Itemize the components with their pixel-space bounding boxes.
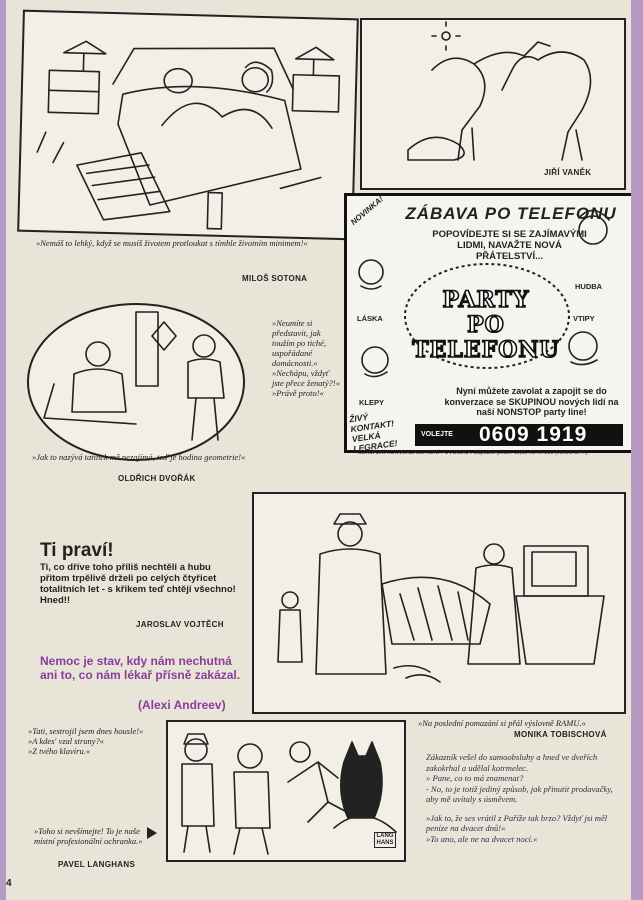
tipravi-text: Ti, co dříve toho příliš nechtěli a hubu přitom trpělivě drželi po celých čtyřicet totalitních let - s křikem teď chtějí všechno! Hned!! [40, 562, 236, 606]
dialogue-line-2: »Nechápu, vždyť jste přece ženatý?!« [272, 368, 340, 388]
dialogue-line-1: »Neumíte si představit, jak toužím po tiché, uspořádané domácnosti.« [272, 318, 327, 368]
ad-body-text: Nyní můžete zavolat a zapojit se do konverzace se SKUPINOU nových lidí na naší NONSTOP party line! [444, 386, 619, 417]
pointer-triangle-icon [146, 826, 158, 840]
cartoon-geometry-dialogue [272, 318, 342, 398]
bedroom-drawing [19, 12, 357, 239]
ad-headline: ZÁBAVA PO TELEFONU [405, 204, 617, 223]
dialogue-line-3: »Z tvého klavíru.« [28, 746, 91, 756]
ad-label-vtipy: VTIPY [573, 314, 595, 323]
thugs-signature: LANG HANS [374, 832, 396, 848]
cartoon-bedroom [17, 10, 359, 241]
cartoon-thugs-caption: »Toho si nevšímejte! To je naše místní profesionální ochranka.« [34, 826, 143, 846]
jokes-column [426, 752, 622, 844]
dialogue-line-1: »Tati, sestrojil jsem dnes housle!« [28, 726, 144, 736]
illness-quote: Nemoc je stav, kdy nám nechutná ani to, co nám lékař přísně zakázal. [40, 654, 241, 682]
cartoon-geometry-circle [24, 300, 254, 470]
cartoon-ostriches-author: JIŘÍ VANĚK [544, 168, 592, 177]
cartoon-bedroom-author: MILOŠ SOTONA [242, 274, 308, 283]
party-phone-ad [344, 193, 631, 453]
dialogue-line-3: »Právě proto!« [272, 388, 324, 398]
cartoon-thugs-dialogue [28, 726, 158, 756]
illness-quote-author: (Alexi Andreev) [138, 698, 226, 712]
ad-subheadline: POPOVÍDEJTE SI SE ZAJÍMAVÝMI LIDMI, NAVAŽTE NOVÁ PŘÁTELSTVÍ... [432, 229, 587, 262]
joke-line-1: Zákazník vešel do samoobsluhy a hned ve dveřích zakokrhal a udělal kotrmelec. [426, 752, 598, 773]
ad-party-logo [411, 288, 561, 363]
ad-phone-banner [415, 424, 623, 446]
cartoon-geometry-author: OLDŘICH DVOŘÁK [118, 474, 196, 483]
ad-handwritten-slogan: ŽIVÝ KONTAKT! VELKÁ LEGRACE! [348, 411, 399, 454]
ad-phone-label: VOLEJTE [421, 431, 453, 438]
ad-phone-number: 0609 1919 [479, 423, 588, 446]
tipravi-title: Ti praví! [40, 540, 114, 561]
ad-party-line-1: PARTY [442, 287, 530, 313]
cartoon-hospital-author: MONIKA TOBISCHOVÁ [514, 730, 607, 739]
joke-line-5: »To ano, ale ne na dvacet nocí.« [426, 833, 538, 844]
ad-party-line-2: PO TELEFONU [412, 312, 560, 363]
ad-novinka-badge: NOVINKA! [349, 194, 386, 227]
cartoon-geometry-caption: »Jak to nazývá tatínek mě nezajímá, teď je hodina geometrie!« [32, 452, 246, 462]
joke-line-4: »Jak to, že ses vrátil z Paříže tak brzo? Vždyť jsi měl peníze na dvacet dnů!« [426, 812, 608, 833]
ad-label-laska: LÁSKA [357, 314, 383, 323]
ad-fineprint: SEXUÁLNÍ KONVERZACE NENÍ POVOLENA! Zaplatíte pouze 10,50 Kč /m 30s (včetně DPH) [358, 450, 588, 456]
ad-label-hudba: HUDBA [575, 282, 603, 291]
joke-line-2: » Pane, co to má znamenat? [426, 773, 524, 783]
joke-line-3: - No, to je totiž jediný způsob, jak přinutit prodavačky, aby mě uvítaly s úsměvem. [426, 783, 613, 804]
tipravi-author: JAROSLAV VOJTĚCH [136, 620, 224, 629]
dialogue-line-2: »A kdes' vzal struny?« [28, 736, 105, 746]
cartoon-ostriches [360, 18, 626, 190]
cartoon-hospital-caption: »Na poslední pomazání si přál výslovně RAMU.« [418, 718, 586, 728]
ad-label-klepy: KLEPY [359, 398, 385, 407]
hospital-drawing [254, 494, 624, 712]
cartoon-bedroom-caption: »Nemáš to lehký, když se musíš životem protloukat s tímhle životním minimem!« [36, 238, 308, 248]
cartoon-hospital [252, 492, 626, 714]
cartoon-thugs [166, 720, 406, 862]
thugs-drawing [168, 722, 404, 860]
cartoon-thugs-author: PAVEL LANGHANS [58, 860, 136, 869]
ostriches-drawing [362, 20, 624, 188]
magazine-page [6, 0, 631, 900]
page-number: 4 [6, 878, 12, 889]
